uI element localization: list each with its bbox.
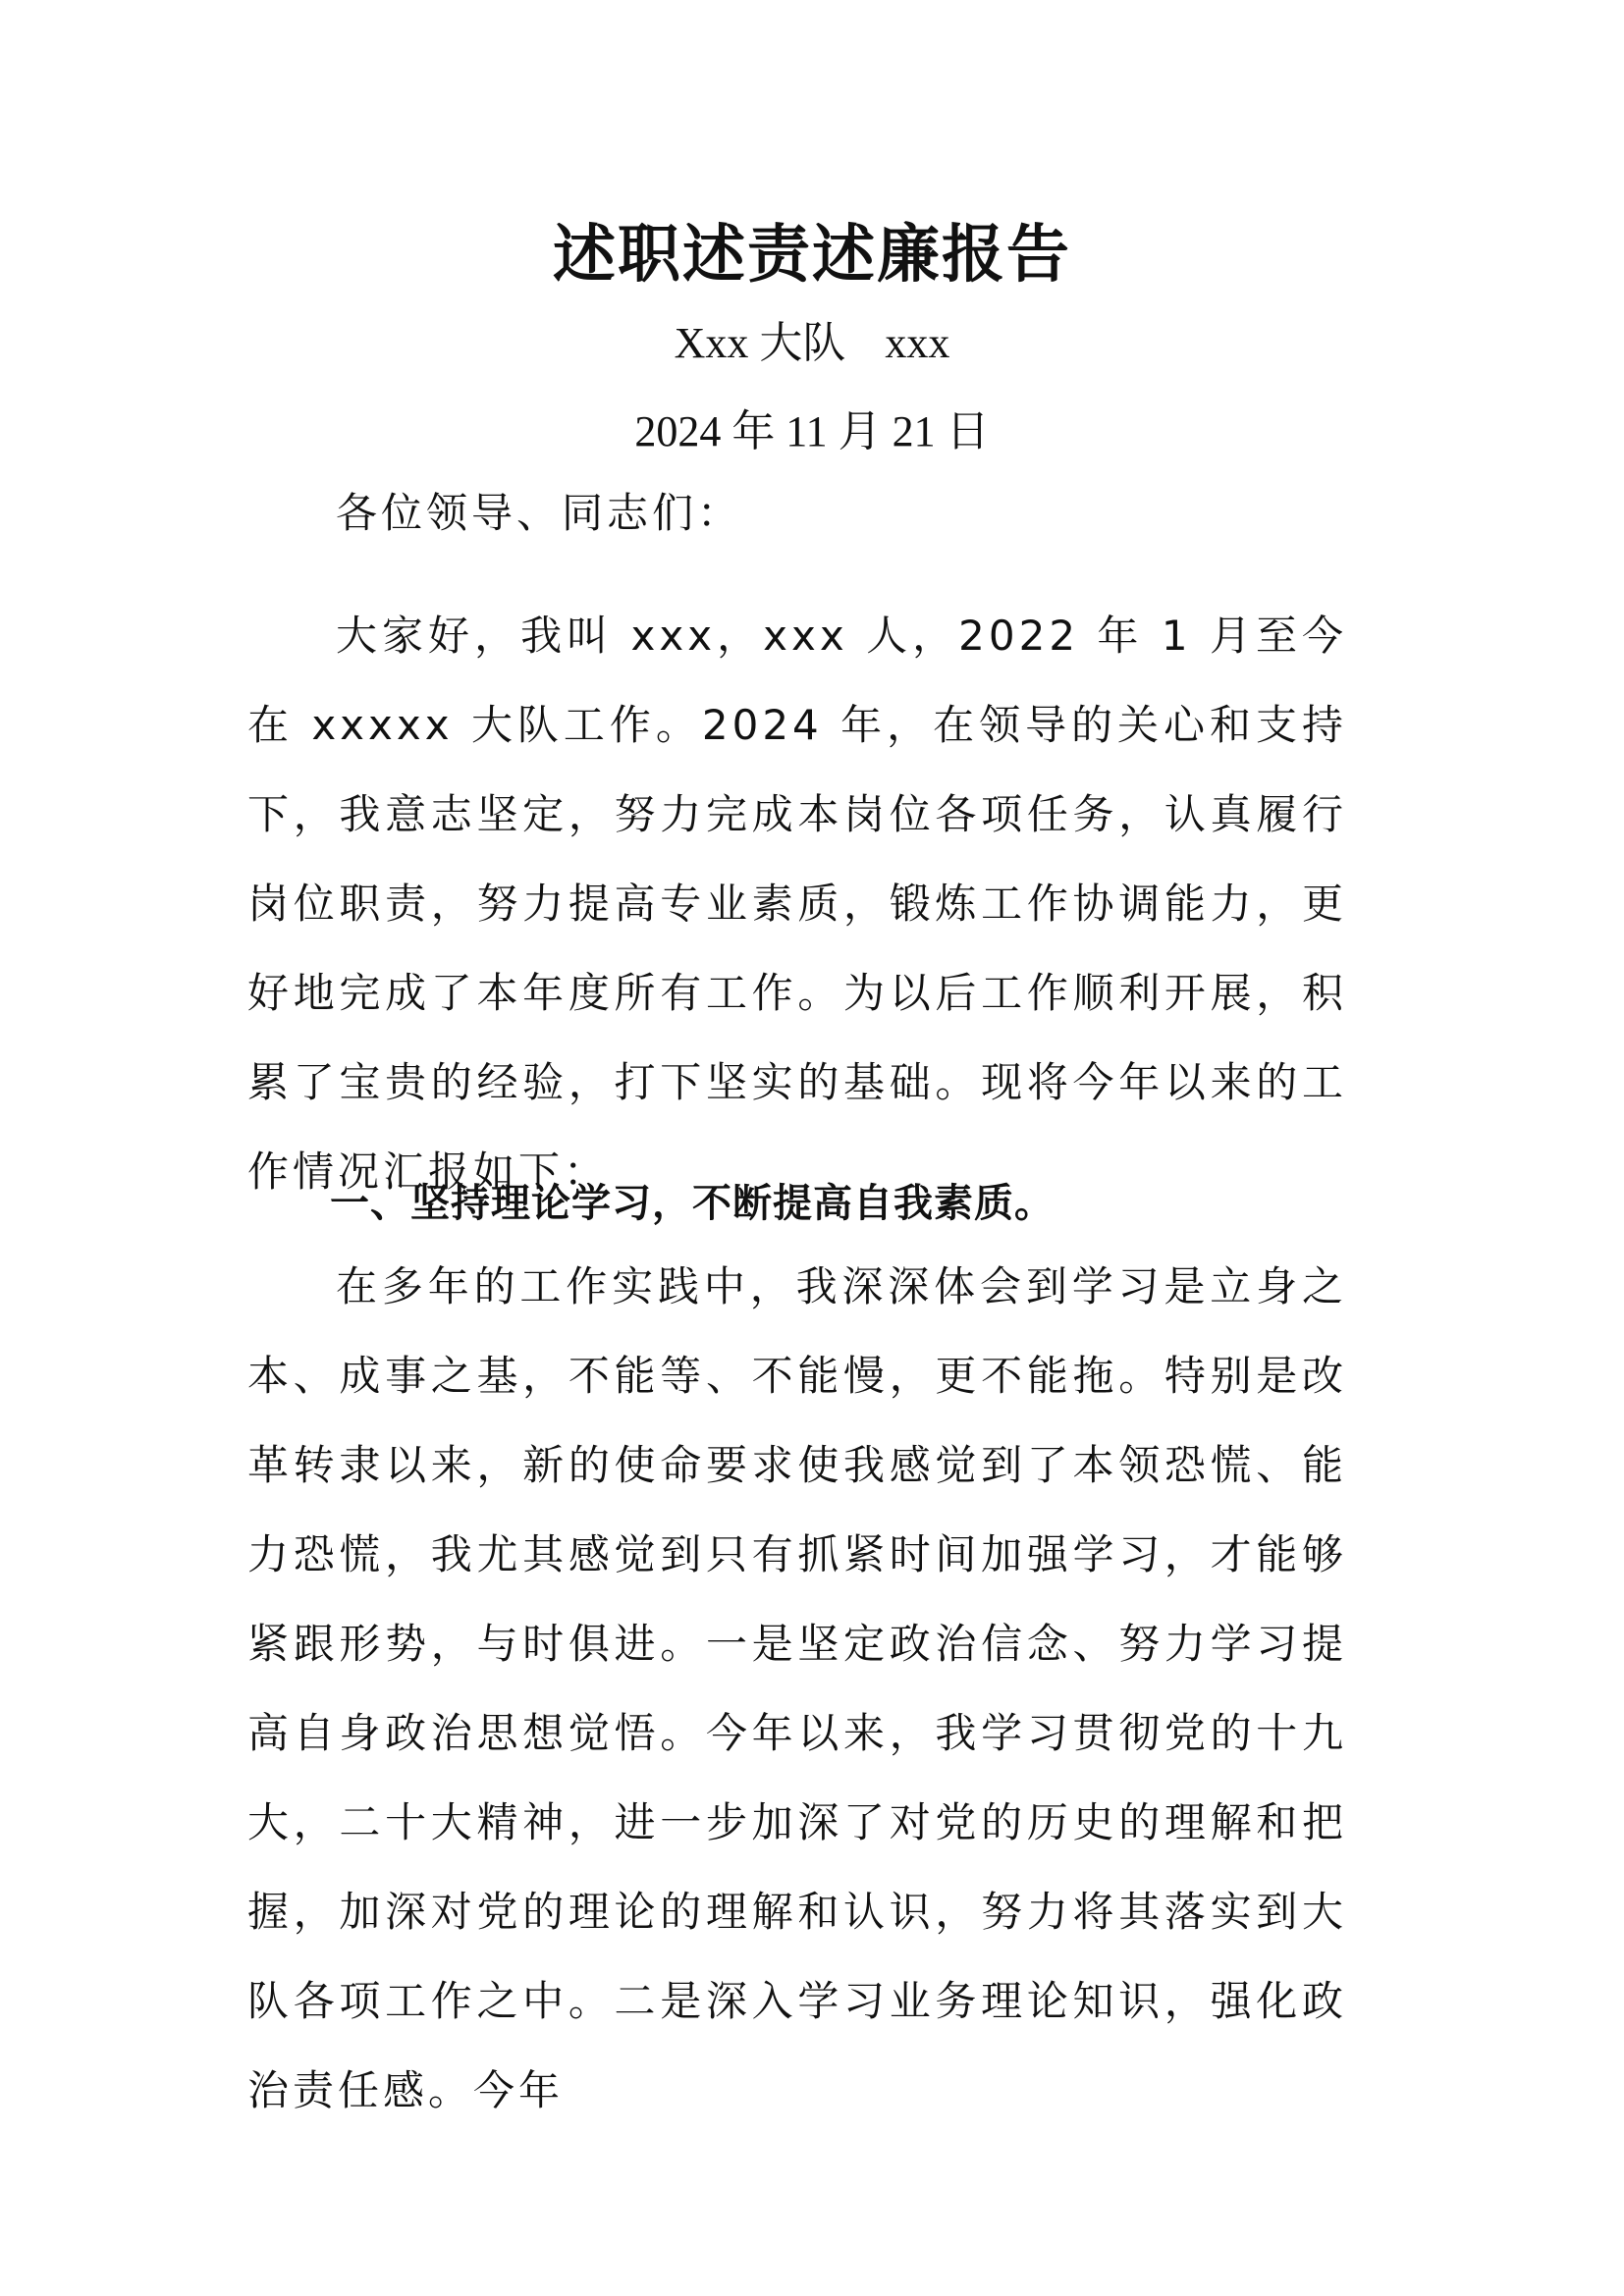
- section-heading-1: 一、坚持理论学习，不断提高自我素质。: [330, 1181, 1055, 1226]
- author-name: xxx: [885, 319, 950, 367]
- report-date: 2024 年 11 月 21 日: [634, 407, 990, 455]
- author-line: [0, 314, 1624, 373]
- section-1-paragraph: 在多年的工作实践中，我深深体会到学习是立身之本、成事之基，不能等、不能慢，更不能拖。特别是改革转隶以来，新的使命要求使我感觉到了本领恐慌、能力恐慌，我尤其感觉到只有抓紧时间加强学习，才能够紧跟形势，与时俱进。一是坚定政治信念、努力学习提高自身政治思想觉悟。今年以来，我学习贯彻党的十九大，二十大精神，进一步加深了对党的历史的理解和把握，加深对党的理论的理解和认识，努力将其落实到大队各项工作之中。二是深入学习业务理论知识，强化政治责任感。今年: [247, 1262, 1347, 2114]
- report-title: 述职述责述廉报告: [553, 218, 1071, 292]
- greeting: 各位领导、同志们：: [336, 489, 743, 537]
- unit-name: Xxx 大队: [674, 319, 846, 367]
- intro-paragraph: 大家好，我叫 xxx，xxx 人，2022 年 1 月至今在 xxxxx 大队工作。2024 年，在领导的关心和支持下，我意志坚定，努力完成本岗位各项任务，认真履行岗位职责，努力提高专业素质，锻炼工作协调能力，更好地完成了本年度所有工作。为以后工作顺利开展，积累了宝贵的经验，打下坚实的基础。现将今年以来的工作情况汇报如下：: [247, 612, 1347, 1196]
